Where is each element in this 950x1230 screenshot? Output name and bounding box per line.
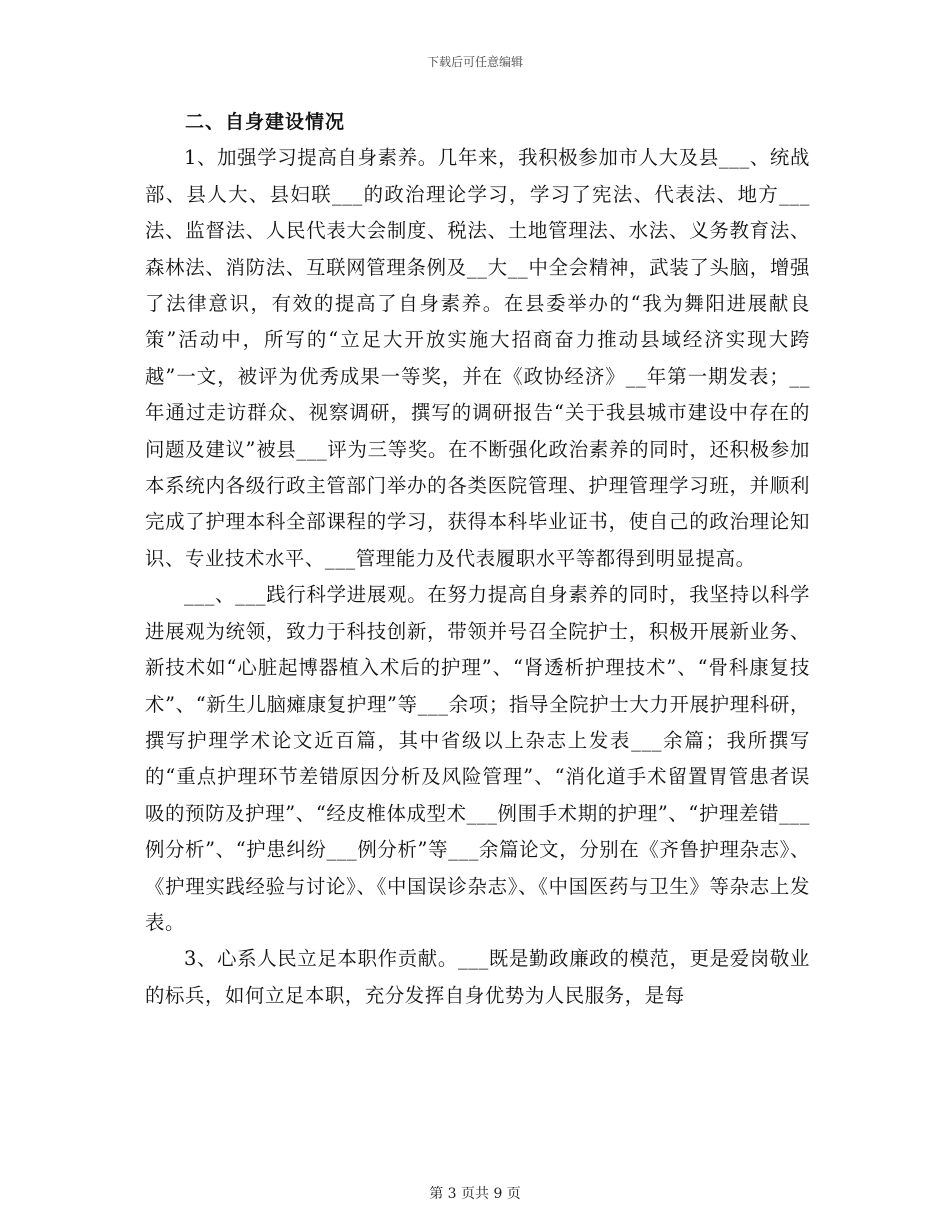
page-header-note: 下载后可任意编辑	[426, 55, 523, 69]
document-body	[145, 104, 810, 1014]
paragraph-science: ___、___践行科学进展观。在努力提高自身素养的同时，我坚持以科学进展观为统领，致力于科技创新，带领并号召全院护士，积极开展新业务、新技术如“心脏起博器植入术后的护理”、“肾透析护理技术”、“骨科康复技术”、“新生儿脑瘫康复护理”等___余项；指导全院护士大力开展护理科研，撰写护理学术论文近百篇，其中省级以上杂志上发表___余篇；我所撰写的“重点护理环节差错原因分析及风险管理”、“消化道手术留置胃管患者误吸的预防及护理”、“经皮椎体成型术___例围手术期的护理”、“护理差错___例分析”、“护患纠纷___例分析”等___余篇论文，分别在《齐鲁护理杂志》、《护理实践经验与讨论》、《中国误诊杂志》、《中国医药与卫生》等杂志上发表。	[145, 583, 810, 934]
page-number: 第 3 页共 9 页	[429, 1186, 521, 1202]
paragraph-service: 3、心系人民立足本职作贡献。___既是勤政廉政的模范，更是爱岗敬业的标兵，如何立足本职，充分发挥自身优势为人民服务，是每	[145, 947, 810, 1007]
paragraph-study: 1、加强学习提高自身素养。几年来，我积极参加市人大及县___、统战部、县人大、县妇联___的政治理论学习，学习了宪法、代表法、地方___法、监督法、人民代表大会制度、税法、土地管理法、水法、义务教育法、森林法、消防法、互联网管理条例及__大__中全会精神，武装了头脑，增强了法律意识，有效的提高了自身素养。在县委举办的“我为舞阳进展献良策”活动中，所写的“立足大开放实施大招商奋力推动县域经济实现大跨越”一文，被评为优秀成果一等奖，并在《政协经济》__年第一期发表；__年通过走访群众、视察调研，撰写的调研报告“关于我县城市建设中存在的问题及建议”被县___评为三等奖。在不断强化政治素养的同时，还积极参加本系统内各级行政主管部门举办的各类医院管理、护理管理学习班，并顺利完成了护理本科全部课程的学习，获得本科毕业证书，使自己的政治理论知识、专业技术水平、___管理能力及代表履职水平等都得到明显提高。	[145, 146, 810, 570]
section-heading: 二、自身建设情况	[185, 111, 346, 133]
